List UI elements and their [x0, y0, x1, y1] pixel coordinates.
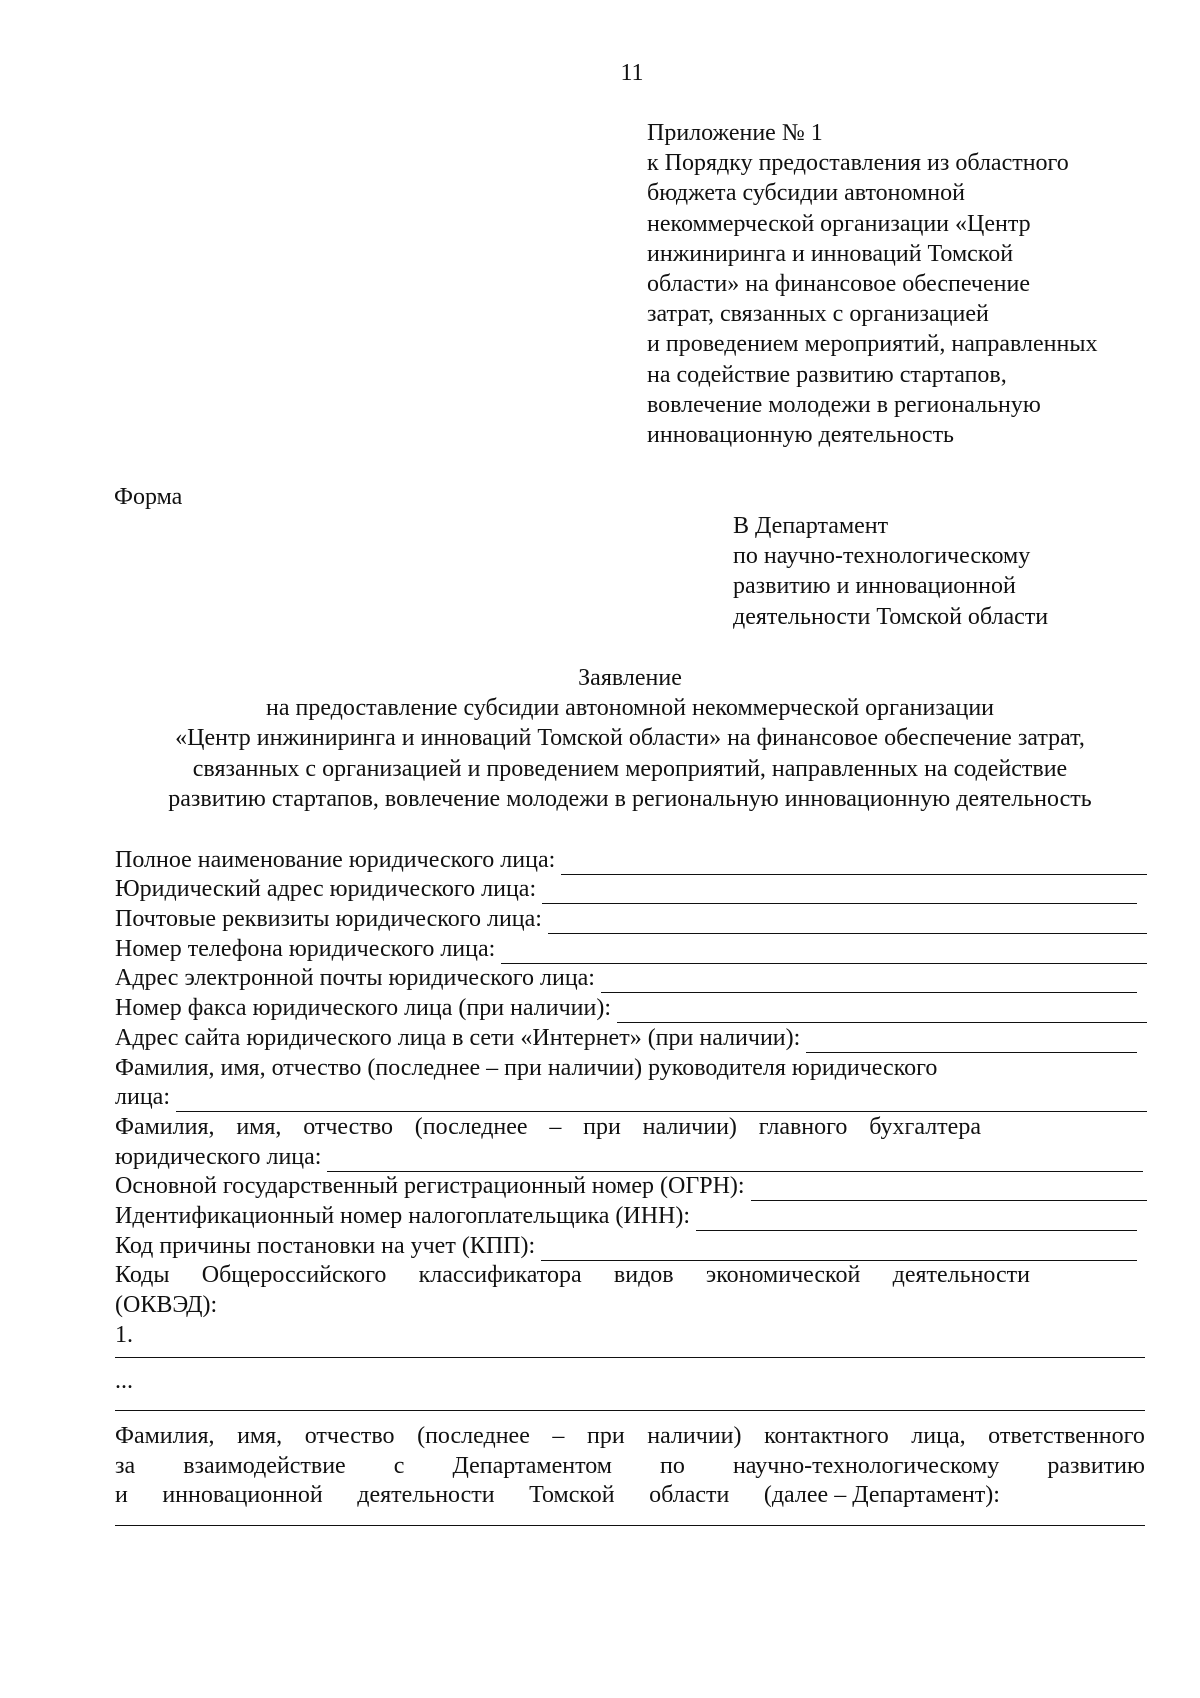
field-label: Основной государственный регистрационный номер (ОГРН):: [115, 1173, 745, 1200]
label-word: при: [586, 1423, 625, 1450]
label-word: имя,: [237, 1423, 283, 1450]
field-director-label: [115, 1053, 1147, 1083]
label-word: имя,: [236, 1113, 282, 1140]
title-line: связанных с организацией и проведением мероприятий, направленных на содействие: [192, 755, 1068, 782]
appendix-line: Приложение № 1: [647, 120, 823, 146]
field-fax: [115, 993, 1147, 1023]
email-input-line[interactable]: [601, 970, 1137, 993]
title-heading: Заявление: [578, 665, 682, 691]
label-word: наличии): [647, 1423, 742, 1450]
form-fields: [115, 845, 1147, 1526]
label-word: ответственного: [988, 1423, 1145, 1450]
addressee-line: развитию и инновационной: [733, 573, 1016, 600]
legal-address-input-line[interactable]: [542, 881, 1137, 904]
ellipsis: ...: [115, 1367, 133, 1394]
label-word: взаимодействие: [183, 1452, 346, 1479]
label-word: бухгалтера: [869, 1113, 981, 1140]
field-okved-label: [115, 1261, 1030, 1291]
website-input-line[interactable]: [806, 1030, 1137, 1053]
addressee-line: деятельности Томской области: [733, 603, 1049, 630]
field-email: [115, 964, 1147, 994]
label-word: с: [393, 1452, 405, 1479]
okved-item-1: [115, 1320, 1147, 1350]
application-title: [112, 663, 1148, 814]
field-inn: [115, 1201, 1147, 1231]
page-number: 11: [620, 60, 644, 86]
field-label: Адрес сайта юридического лица в сети «Интернет» (при наличии):: [115, 1024, 801, 1051]
label-word: деятельности: [357, 1482, 495, 1509]
label-word: лица,: [911, 1423, 966, 1450]
label-word: –: [549, 1113, 562, 1140]
label-word: (последнее: [417, 1423, 530, 1450]
fax-input-line[interactable]: [617, 1000, 1147, 1023]
field-website: [115, 1023, 1147, 1053]
field-full-name: [115, 845, 1147, 875]
field-label: Фамилия, имя, отчество (последнее – при наличии) руководителя юридического: [115, 1054, 938, 1081]
label-word: классификатора: [418, 1262, 582, 1289]
field-okved-label-2: [115, 1290, 1147, 1320]
inn-input-line[interactable]: [696, 1208, 1137, 1231]
postal-details-input-line[interactable]: [548, 911, 1147, 934]
title-line: на предоставление субсидии автономной некоммерческой организации: [265, 695, 994, 722]
field-ogrn: [115, 1172, 1147, 1202]
label-word: Департаментом: [452, 1452, 612, 1479]
label-word: Коды: [115, 1262, 170, 1289]
okved-more-items: [115, 1366, 1147, 1396]
field-legal-address: [115, 875, 1147, 905]
label-word: отчество: [303, 1113, 393, 1140]
label-word: отчество: [304, 1423, 395, 1450]
label-word: Томской: [529, 1482, 615, 1509]
label-word: –: [552, 1423, 565, 1450]
label-word: научно-технологическому: [732, 1452, 1000, 1479]
field-label: Номер телефона юридического лица:: [115, 935, 496, 962]
field-label: Код причины постановки на учет (КПП):: [115, 1232, 536, 1259]
appendix-line: бюджета субсидии автономной: [647, 180, 965, 207]
label-word: видов: [613, 1262, 674, 1289]
field-phone: [115, 934, 1147, 964]
field-contact-label-2: [115, 1451, 1145, 1481]
field-label: Почтовые реквизиты юридического лица:: [115, 906, 542, 933]
title-line: «Центр инжиниринга и инноваций Томской области» на финансовое обеспечение затрат,: [175, 725, 1085, 752]
appendix-line: инновационную деятельность: [647, 421, 954, 448]
field-label: Юридический адрес юридического лица:: [115, 876, 537, 903]
form-label: Форма: [114, 484, 183, 510]
field-postal-details: [115, 904, 1147, 934]
phone-input-line[interactable]: [501, 941, 1147, 964]
field-accountant: [115, 1142, 1147, 1172]
full-name-input-line[interactable]: [561, 852, 1147, 875]
label-word: наличии): [642, 1113, 737, 1140]
field-director: [115, 1083, 1147, 1113]
field-label: Номер факса юридического лица (при наличии):: [115, 995, 612, 1022]
label-word: Фамилия,: [115, 1423, 215, 1450]
label-word: (последнее: [414, 1113, 528, 1140]
label-word: Фамилия,: [115, 1113, 215, 1140]
label-word: (далее – Департамент):: [763, 1482, 1000, 1509]
label-word: инновационной: [162, 1482, 323, 1509]
title-line: развитию стартапов, вовлечение молодежи в региональную инновационную деятельность: [168, 785, 1092, 812]
label-word: главного: [758, 1113, 848, 1140]
ogrn-input-line[interactable]: [751, 1178, 1147, 1201]
addressee-line: по научно-технологическому: [733, 543, 1031, 570]
appendix-line: инжиниринга и инноваций Томской: [647, 240, 1014, 267]
label-word: по: [660, 1452, 685, 1479]
appendix-reference: [647, 118, 1147, 450]
label-word: развитию: [1047, 1452, 1145, 1479]
addressee-block: [733, 511, 1153, 632]
addressee-line: В Департамент: [733, 513, 889, 539]
appendix-line: области» на финансовое обеспечение: [647, 270, 1030, 297]
field-label: Полное наименование юридического лица:: [115, 846, 556, 873]
field-label: Адрес электронной почты юридического лица:: [115, 965, 595, 992]
field-accountant-label: [115, 1112, 981, 1142]
appendix-line: затрат, связанных с организацией: [647, 301, 989, 328]
label-word: контактного: [764, 1423, 889, 1450]
field-contact-label: [115, 1421, 1145, 1451]
appendix-line: к Порядку предоставления из областного: [647, 150, 1069, 177]
appendix-line: на содействие развитию стартапов,: [647, 361, 1007, 388]
label-word: и: [115, 1482, 128, 1509]
appendix-line: вовлечение молодежи в региональную: [647, 391, 1041, 418]
field-label: (ОКВЭД):: [115, 1292, 218, 1319]
field-contact-label-3: [115, 1481, 1000, 1511]
contact-input-line[interactable]: [115, 1524, 1145, 1526]
label-word: Общероссийского: [201, 1262, 387, 1289]
appendix-line: и проведением мероприятий, направленных: [647, 331, 1098, 358]
label-word: деятельности: [892, 1262, 1030, 1289]
label-word: области: [649, 1482, 730, 1509]
kpp-input-line[interactable]: [541, 1238, 1137, 1261]
accountant-input-line[interactable]: [327, 1149, 1143, 1172]
director-input-line[interactable]: [176, 1089, 1147, 1112]
label-word: за: [115, 1452, 136, 1479]
label-word: при: [583, 1113, 621, 1140]
field-label: лица:: [115, 1084, 170, 1111]
field-label: Идентификационный номер налогоплательщика (ИНН):: [115, 1202, 691, 1229]
appendix-line: некоммерческой организации «Центр: [647, 210, 1031, 237]
field-kpp: [115, 1231, 1147, 1261]
label-word: экономической: [705, 1262, 861, 1289]
okved-item-number: 1.: [115, 1322, 133, 1348]
field-label: юридического лица:: [115, 1143, 322, 1170]
